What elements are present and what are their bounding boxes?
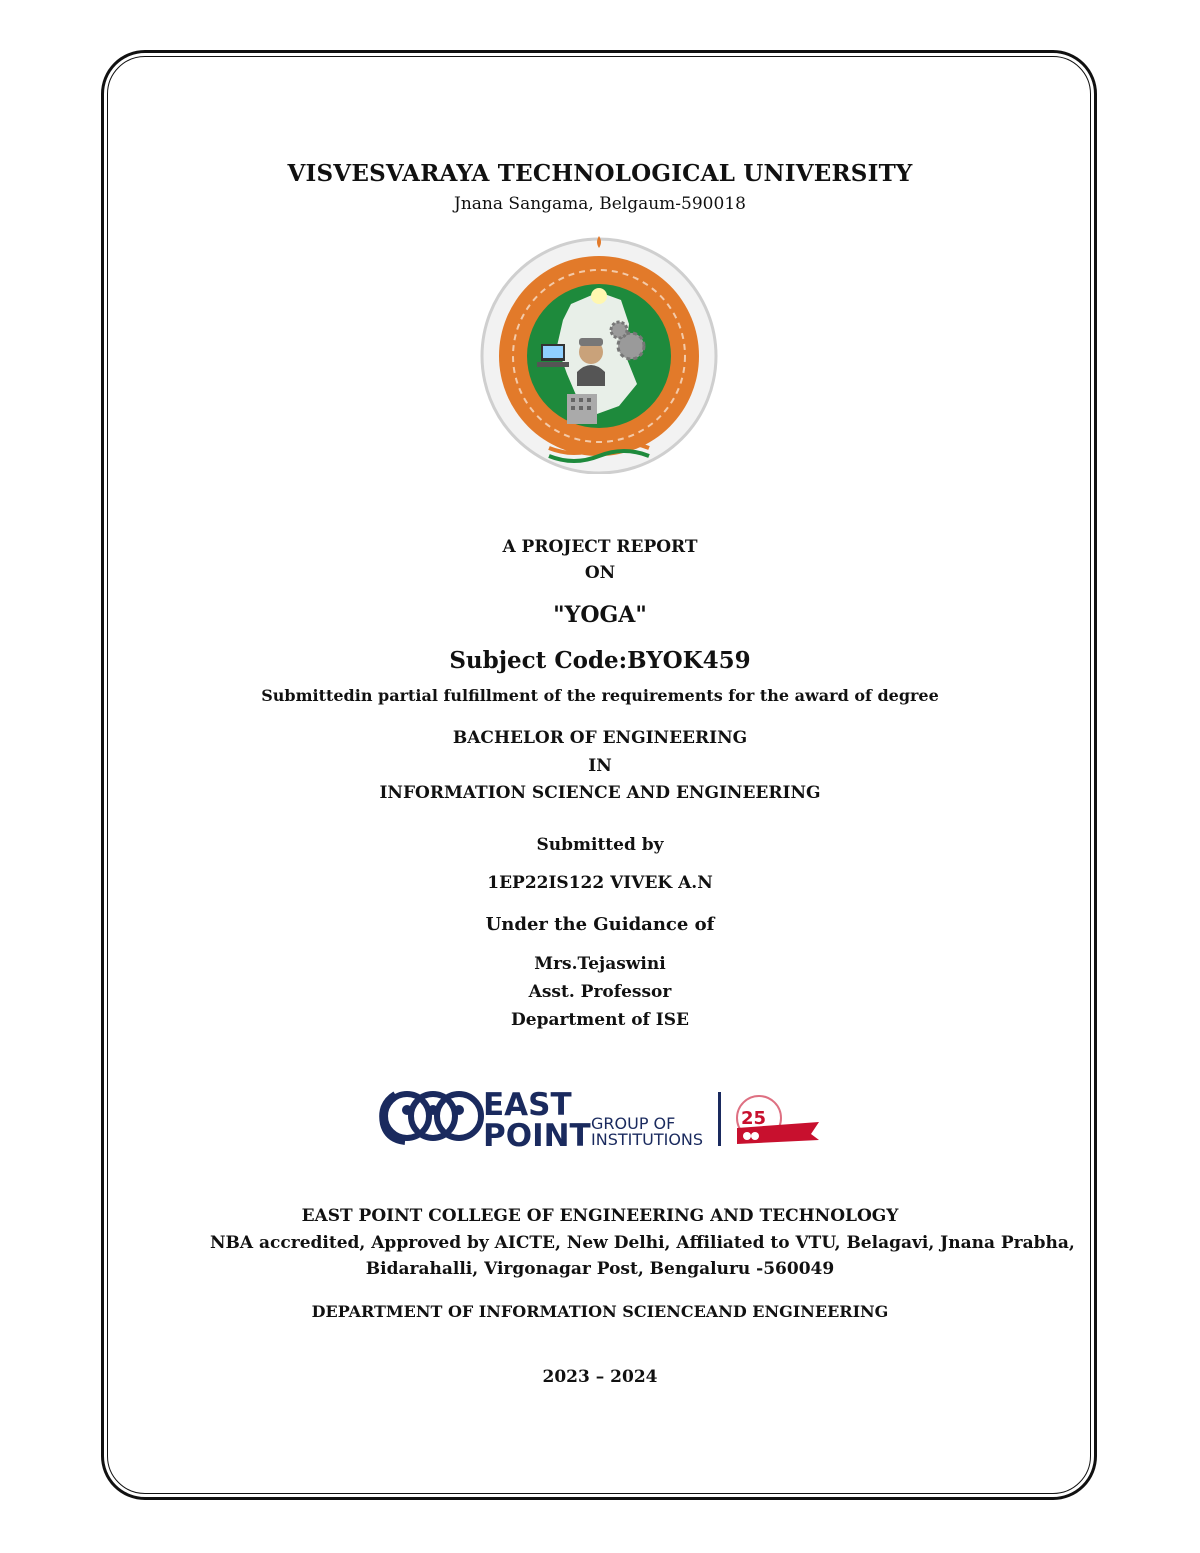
logo-east-text: EAST <box>483 1087 572 1123</box>
degree-in: IN <box>588 756 612 776</box>
guide-designation: Asst. Professor <box>528 982 672 1002</box>
college-address: Bidarahalli, Virgonagar Post, Bengaluru -560049 <box>365 1259 835 1279</box>
fulfilment-statement: Submittedin partial fulfillment of the requirements for the award of degree <box>261 686 939 705</box>
college-name: EAST POINT COLLEGE OF ENGINEERING AND TECHNOLOGY <box>301 1206 899 1226</box>
report-title: "YOGA" <box>553 602 647 628</box>
report-on: ON <box>584 563 616 583</box>
submitted-by-label: Submitted by <box>536 835 664 855</box>
subject-code: Subject Code:BYOK459 <box>449 647 751 674</box>
degree-name: BACHELOR OF ENGINEERING <box>452 728 748 748</box>
guide-name: Mrs.Tejaswini <box>534 954 666 974</box>
academic-year: 2023 – 2024 <box>542 1367 658 1387</box>
guide-department: Department of ISE <box>511 1010 689 1030</box>
logo-group-text: GROUP OF <box>591 1114 676 1133</box>
vtu-seal-icon <box>479 234 719 474</box>
report-heading: A PROJECT REPORT <box>502 537 698 557</box>
university-address: Jnana Sangama, Belgaum-590018 <box>454 194 746 214</box>
branch-name: INFORMATION SCIENCE AND ENGINEERING <box>379 783 821 803</box>
student-info: 1EP22IS122 VIVEK A.N <box>487 873 713 893</box>
department-name: DEPARTMENT OF INFORMATION SCIENCEAND ENGINEERING <box>311 1302 889 1321</box>
logo-anniversary-text: 25 <box>741 1108 767 1129</box>
university-name: VISVESVARAYA TECHNOLOGICAL UNIVERSITY <box>287 160 913 187</box>
logo-point-text: POINT <box>483 1118 591 1152</box>
college-accreditation: NBA accredited, Approved by AICTE, New Delhi, Affiliated to VTU, Belagavi, Jnana Prabha, <box>210 1233 1075 1253</box>
east-point-logo-icon <box>375 1082 825 1152</box>
logo-institutions-text: INSTITUTIONS <box>591 1130 704 1149</box>
guidance-label: Under the Guidance of <box>485 914 715 935</box>
